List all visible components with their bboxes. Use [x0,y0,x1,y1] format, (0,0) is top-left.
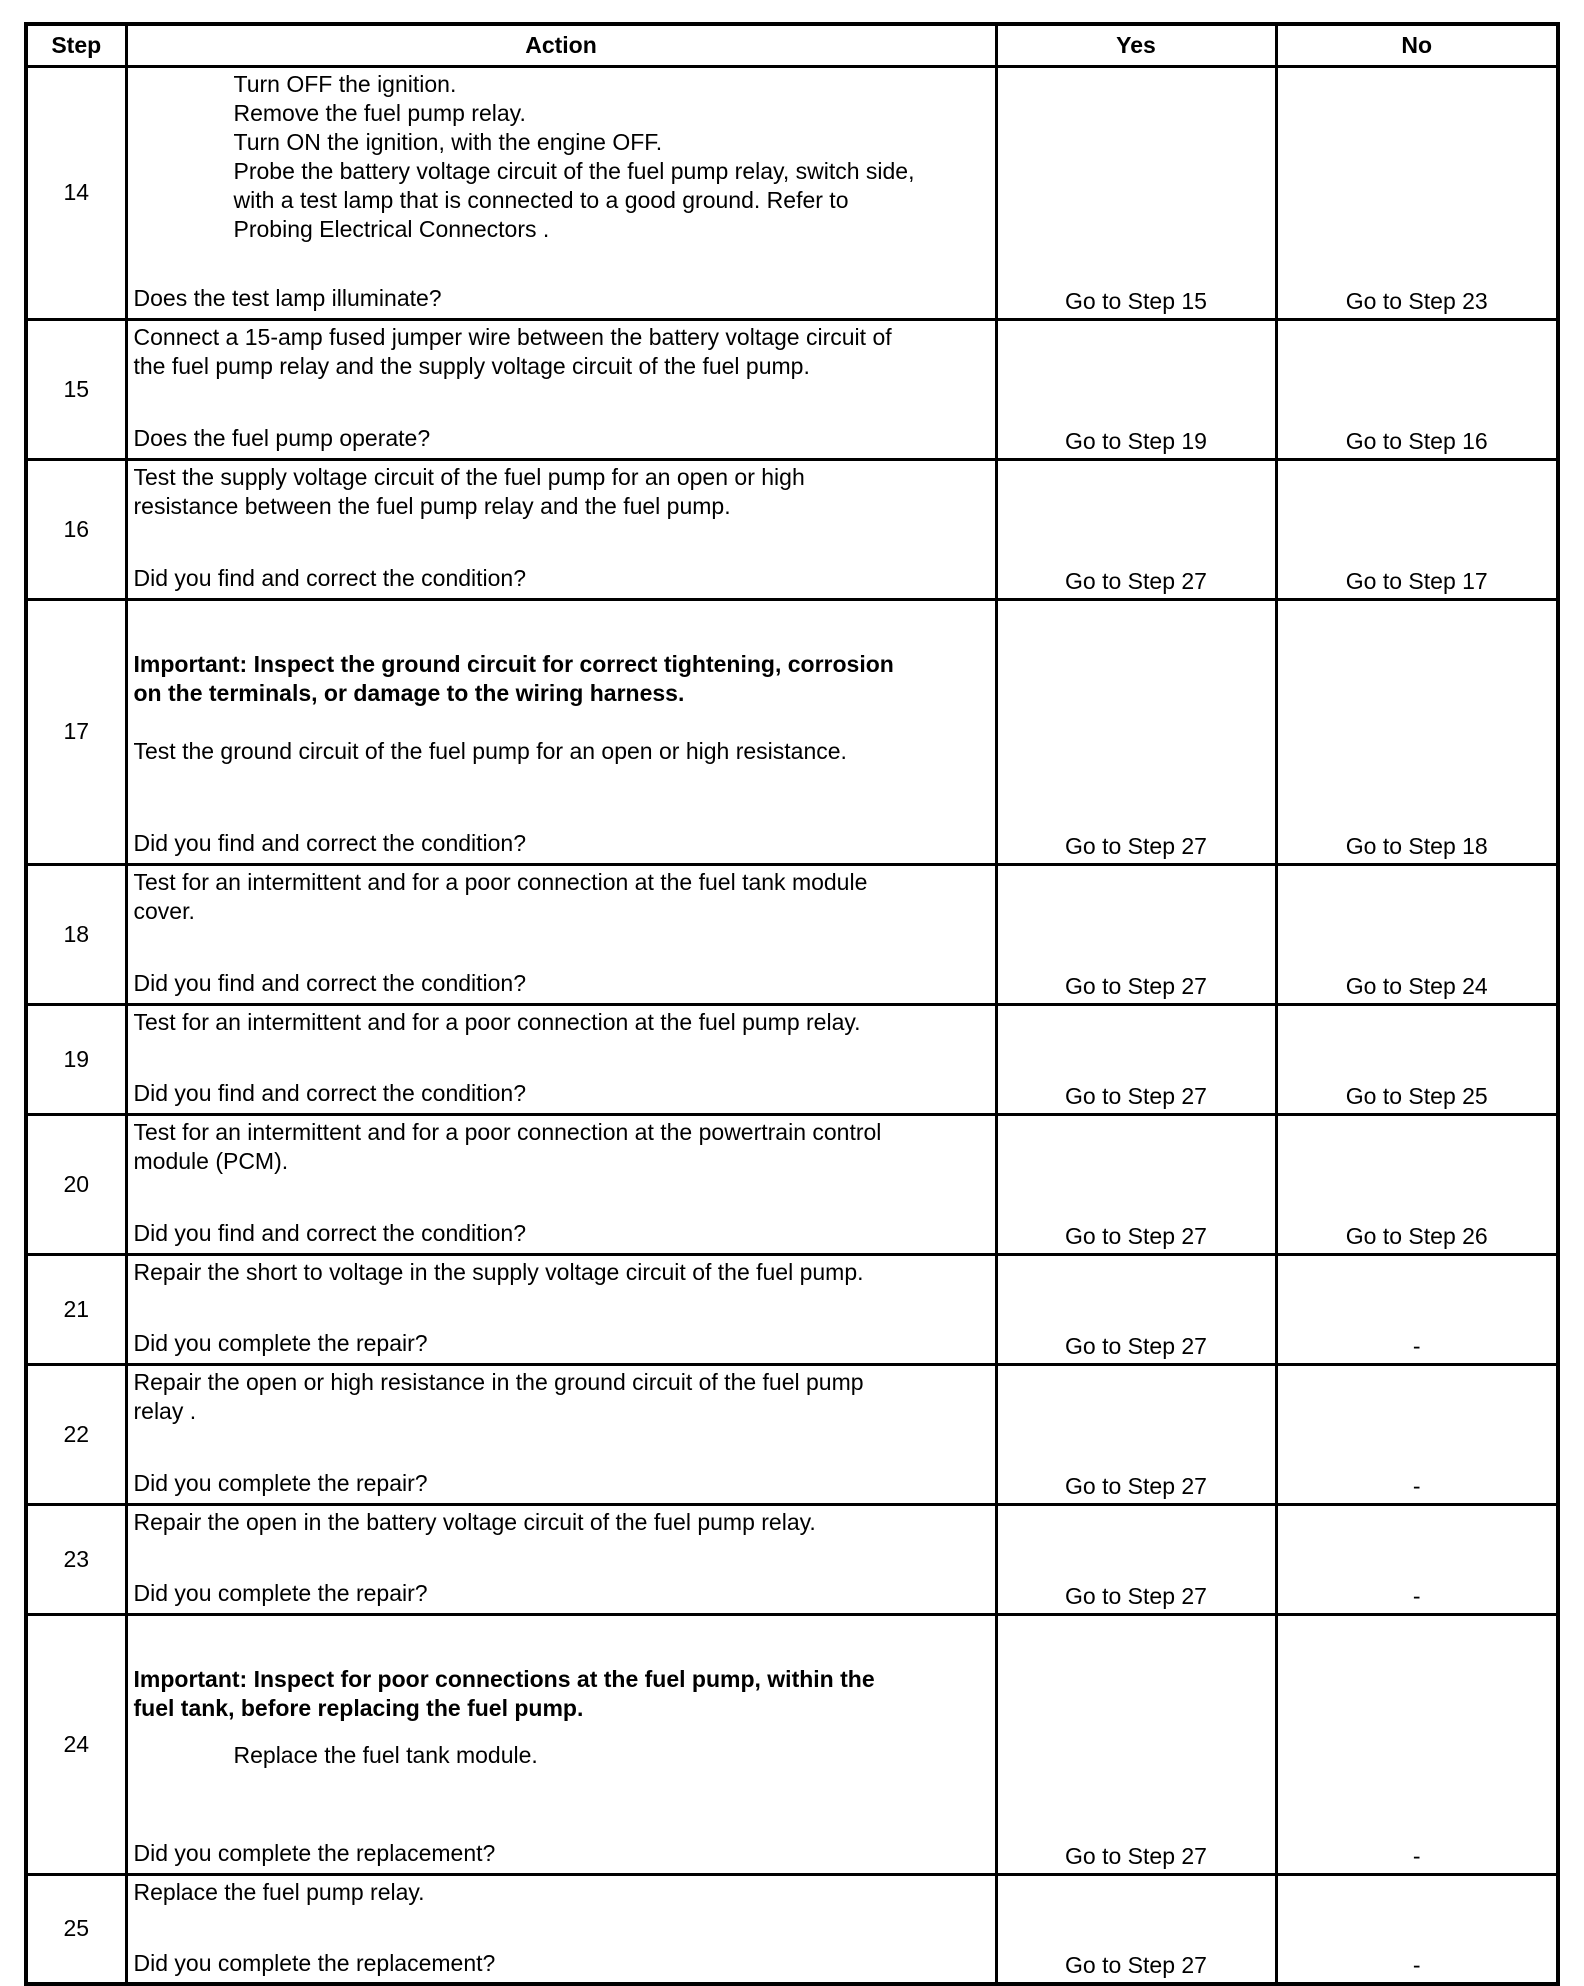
action-question: Does the test lamp illuminate? [133,284,442,311]
table-row [26,319,1558,459]
no-result: Go to Step 17 [1276,459,1558,599]
important-note: Important: Inspect the ground circuit for correct tightening, corrosion [133,650,894,677]
yes-result: Go to Step 27 [996,599,1276,864]
yes-result: Go to Step 27 [996,1364,1276,1504]
action-cell [126,599,996,864]
table-row [26,1114,1558,1254]
yes-result: Go to Step 27 [996,1504,1276,1614]
action-question: Did you complete the repair? [133,1329,428,1356]
table-row [26,599,1558,864]
step-number: 23 [26,1504,126,1614]
action-cell [126,1614,996,1874]
no-result: - [1276,1874,1558,1984]
no-result: Go to Step 23 [1276,66,1558,319]
table-row [26,1614,1558,1874]
no-result: - [1276,1364,1558,1504]
action-line: Turn ON the ignition, with the engine OFF. [233,128,663,155]
yes-result: Go to Step 27 [996,1114,1276,1254]
no-result: Go to Step 26 [1276,1114,1558,1254]
yes-result: Go to Step 27 [996,1614,1276,1874]
action-cell [126,864,996,1004]
action-cell [126,1254,996,1364]
step-number: 18 [26,864,126,1004]
action-line: Test the supply voltage circuit of the fuel pump for an open or high [133,463,805,490]
action-line: Remove the fuel pump relay. [233,99,526,126]
yes-result: Go to Step 19 [996,319,1276,459]
table-row [26,459,1558,599]
yes-result: Go to Step 27 [996,1874,1276,1984]
table-row [26,1004,1558,1114]
step-number: 24 [26,1614,126,1874]
action-line: the fuel pump relay and the supply voltage circuit of the fuel pump. [133,352,810,379]
action-cell [126,459,996,599]
step-number: 15 [26,319,126,459]
yes-result: Go to Step 27 [996,1254,1276,1364]
no-result: Go to Step 24 [1276,864,1558,1004]
table-row [26,1364,1558,1504]
header-row [26,24,1558,66]
no-result: Go to Step 25 [1276,1004,1558,1114]
table-row [26,66,1558,319]
action-question: Did you find and correct the condition? [133,564,527,591]
action-line: with a test lamp that is connected to a good ground. Refer to [233,186,849,213]
no-result: - [1276,1254,1558,1364]
yes-result: Go to Step 27 [996,864,1276,1004]
action-cell [126,1114,996,1254]
action-question: Did you find and correct the condition? [133,1219,527,1246]
no-result: Go to Step 18 [1276,599,1558,864]
step-number: 20 [26,1114,126,1254]
action-question: Did you complete the replacement? [133,1839,496,1866]
yes-result: Go to Step 27 [996,1004,1276,1114]
action-cell [126,1504,996,1614]
action-line: relay . [133,1397,197,1424]
step-number: 21 [26,1254,126,1364]
action-line: Test the ground circuit of the fuel pump for an open or high resistance. [133,737,847,764]
action-line: Repair the open or high resistance in the ground circuit of the fuel pump [133,1368,864,1395]
action-line: Repair the open in the battery voltage circuit of the fuel pump relay. [133,1508,816,1535]
table-row [26,1504,1558,1614]
table-row [26,864,1558,1004]
action-line: Test for an intermittent and for a poor connection at the powertrain control [133,1118,882,1145]
action-cell [126,66,996,319]
action-question: Does the fuel pump operate? [133,424,431,451]
important-note: Important: Inspect for poor connections at the fuel pump, within the [133,1665,875,1692]
action-question: Did you find and correct the condition? [133,969,527,996]
diagnostic-table [24,22,1560,1986]
action-cell [126,1004,996,1114]
important-note: on the terminals, or damage to the wiring harness. [133,679,685,706]
no-result: Go to Step 16 [1276,319,1558,459]
action-cell [126,1874,996,1984]
step-number: 14 [26,66,126,319]
table-row [26,1874,1558,1984]
action-question: Did you find and correct the condition? [133,1079,527,1106]
action-line: Replace the fuel pump relay. [133,1878,425,1905]
step-number: 17 [26,599,126,864]
important-note: fuel tank, before replacing the fuel pump. [133,1694,584,1721]
no-result: - [1276,1504,1558,1614]
action-line: Probing Electrical Connectors . [233,215,550,242]
action-line: Replace the fuel tank module. [233,1741,538,1768]
action-line: Test for an intermittent and for a poor connection at the fuel tank module [133,868,868,895]
step-number: 19 [26,1004,126,1114]
action-question: Did you find and correct the condition? [133,829,527,856]
yes-result: Go to Step 27 [996,459,1276,599]
header-no: No [1276,24,1558,66]
header-step: Step [26,24,126,66]
header-yes: Yes [996,24,1276,66]
action-line: Connect a 15-amp fused jumper wire between the battery voltage circuit of [133,323,892,350]
yes-result: Go to Step 15 [996,66,1276,319]
action-line: Probe the battery voltage circuit of the fuel pump relay, switch side, [233,157,915,184]
header-action: Action [126,24,996,66]
action-line: resistance between the fuel pump relay and the fuel pump. [133,492,731,519]
action-line: cover. [133,897,195,924]
action-line: Repair the short to voltage in the supply voltage circuit of the fuel pump. [133,1258,864,1285]
action-line: Test for an intermittent and for a poor connection at the fuel pump relay. [133,1008,861,1035]
action-cell [126,1364,996,1504]
step-number: 25 [26,1874,126,1984]
no-result: - [1276,1614,1558,1874]
action-cell [126,319,996,459]
action-question: Did you complete the replacement? [133,1949,496,1976]
step-number: 22 [26,1364,126,1504]
step-number: 16 [26,459,126,599]
action-question: Did you complete the repair? [133,1579,428,1606]
action-question: Did you complete the repair? [133,1469,428,1496]
table-row [26,1254,1558,1364]
action-line: Turn OFF the ignition. [233,70,457,97]
action-line: module (PCM). [133,1147,289,1174]
